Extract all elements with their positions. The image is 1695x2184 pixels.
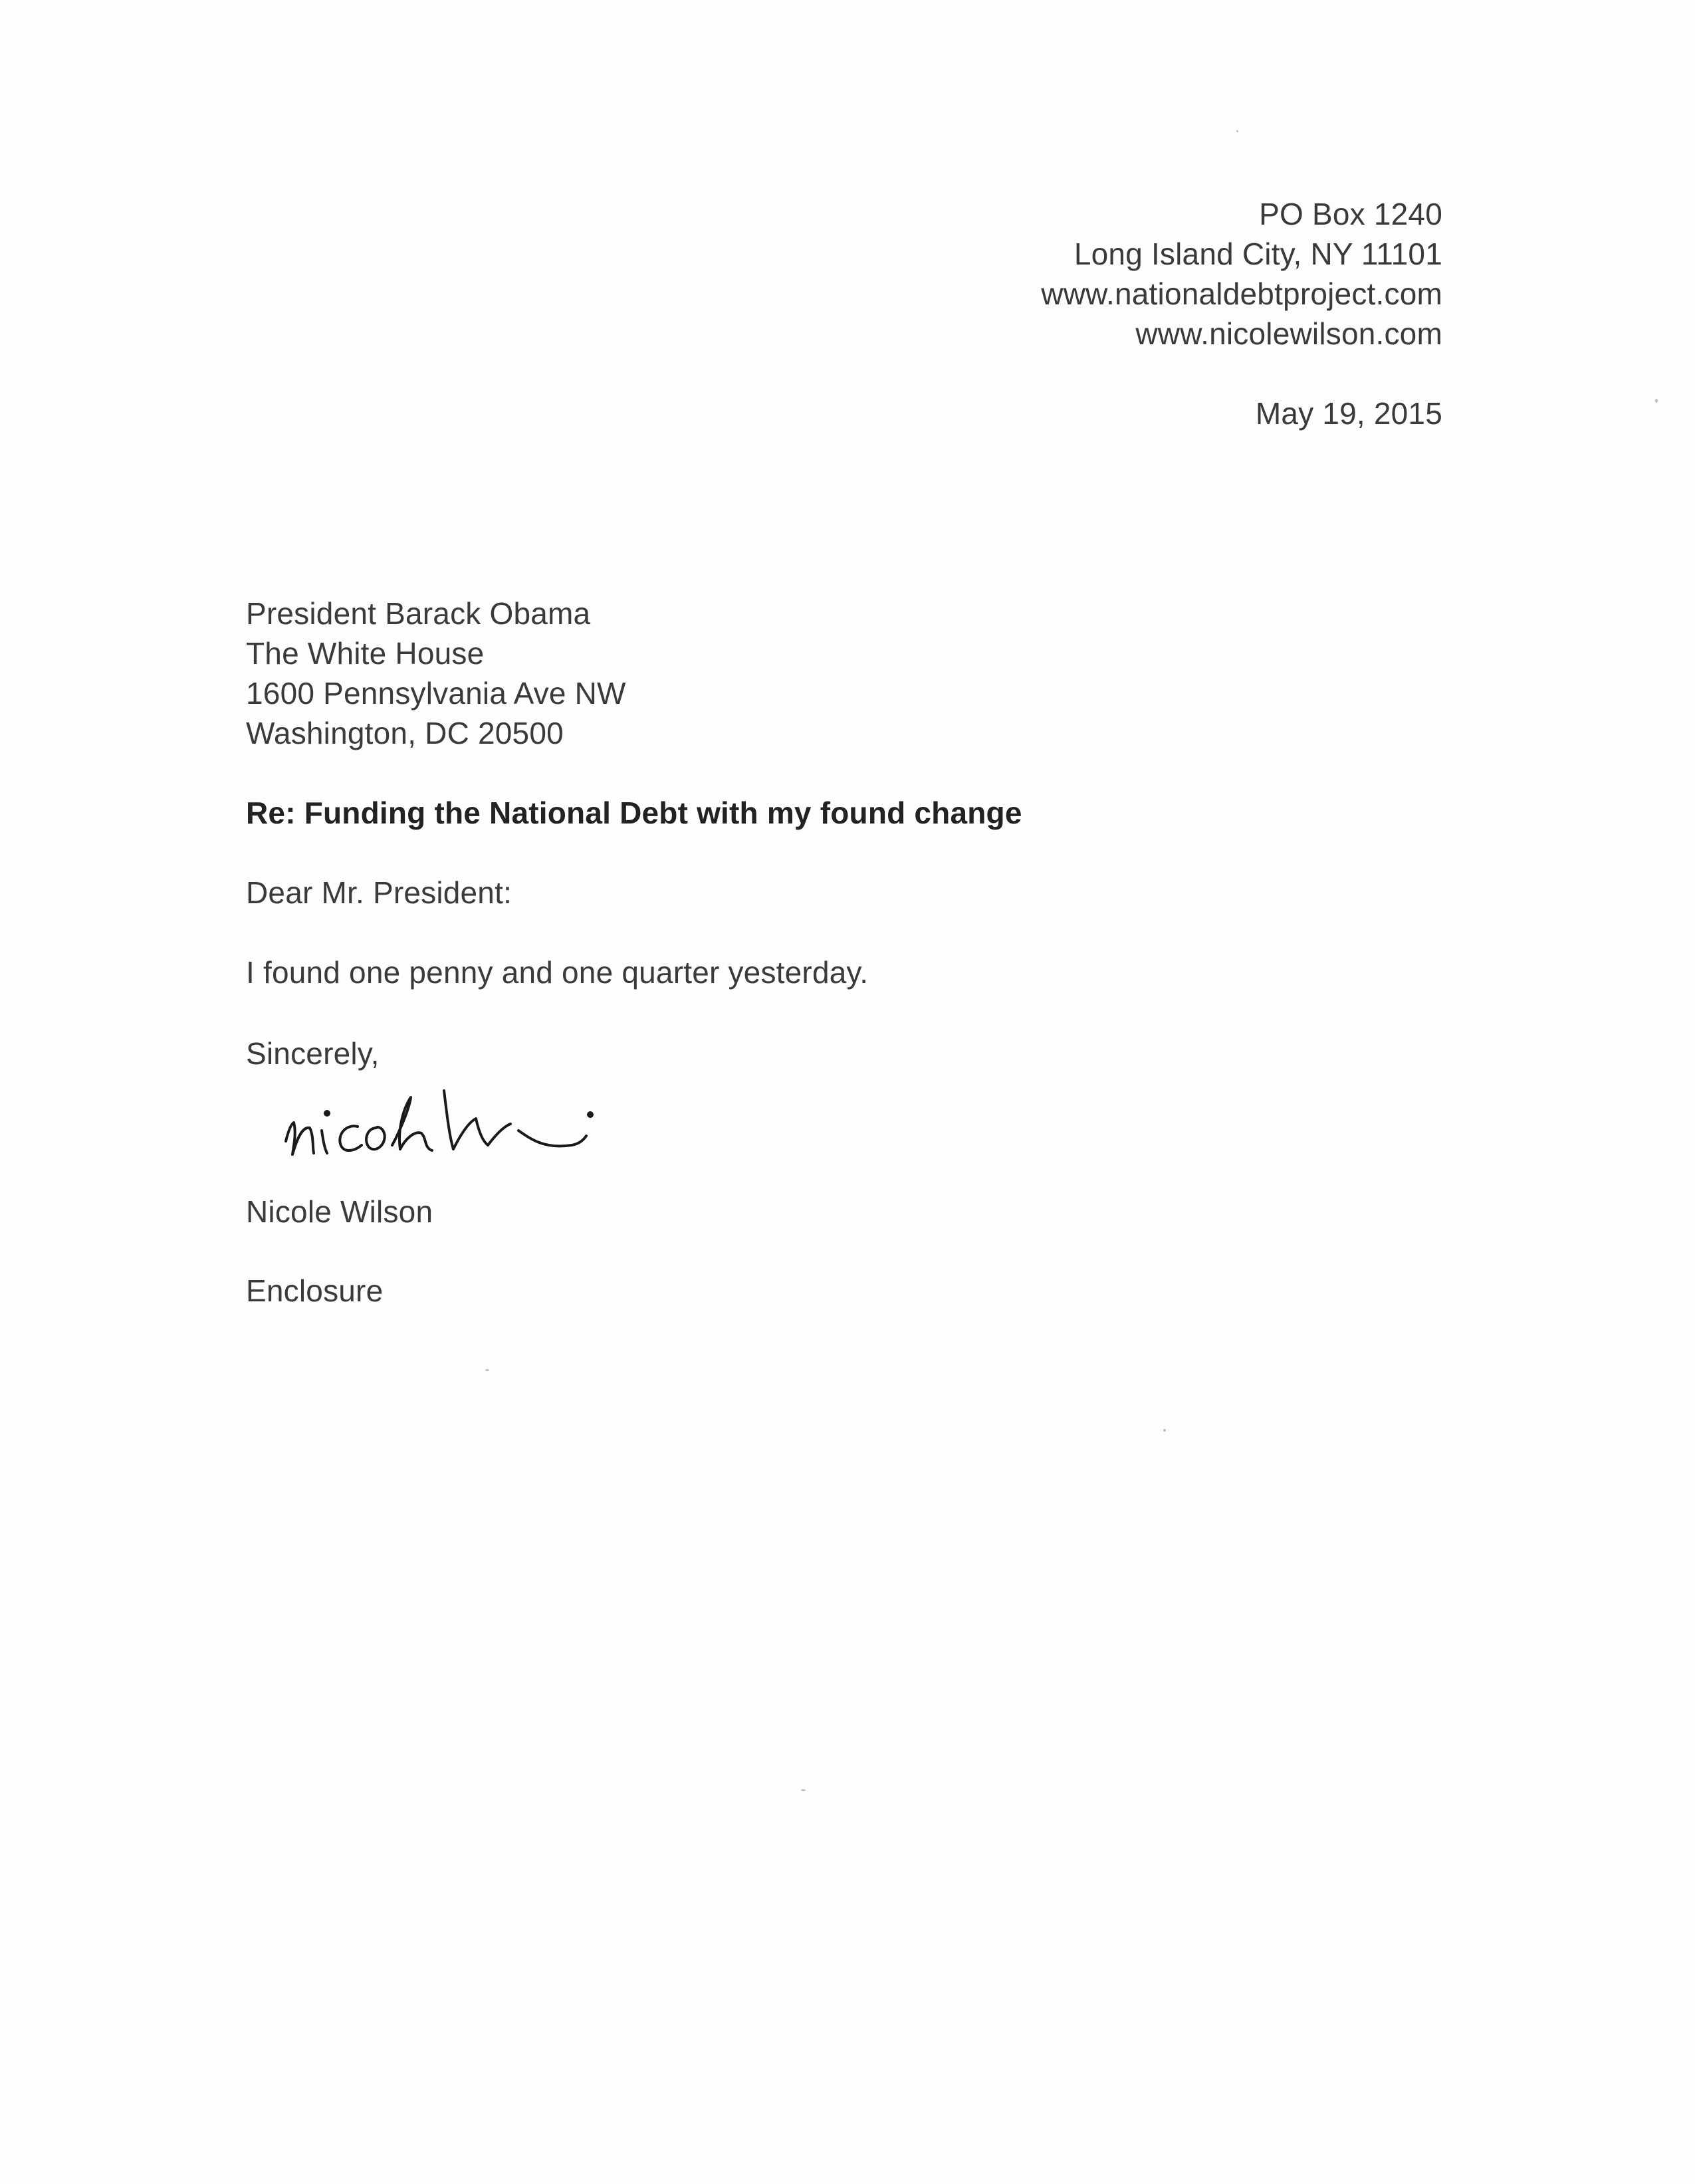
sender-address-block	[1041, 194, 1442, 354]
recipient-city-state-zip: Washington, DC 20500	[246, 716, 564, 750]
scan-speck	[1236, 130, 1238, 132]
salutation: Dear Mr. President:	[246, 875, 512, 910]
closing: Sincerely,	[246, 1036, 380, 1071]
scan-speck	[485, 1369, 489, 1371]
scan-speck	[1163, 1429, 1166, 1432]
handwritten-signature	[279, 1067, 651, 1173]
recipient-name: President Barack Obama	[246, 596, 591, 631]
recipient-street: 1600 Pennsylvania Ave NW	[246, 676, 626, 710]
sender-po-box: PO Box 1240	[1259, 197, 1442, 231]
recipient-address-block	[246, 594, 626, 753]
sender-website-personal: www.nicolewilson.com	[1135, 316, 1442, 351]
letter-date: May 19, 2015	[1255, 396, 1442, 431]
letter-body: I found one penny and one quarter yesterday.	[246, 955, 869, 990]
sender-website-project: www.nationaldebtproject.com	[1041, 276, 1442, 311]
subject-line: Re: Funding the National Debt with my found change	[246, 796, 1022, 830]
signer-name: Nicole Wilson	[246, 1194, 433, 1229]
scan-speck	[801, 1789, 806, 1791]
enclosure-notation: Enclosure	[246, 1273, 384, 1308]
scan-speck	[1655, 399, 1658, 403]
sender-city-state-zip: Long Island City, NY 11101	[1074, 237, 1442, 271]
recipient-organization: The White House	[246, 636, 485, 671]
